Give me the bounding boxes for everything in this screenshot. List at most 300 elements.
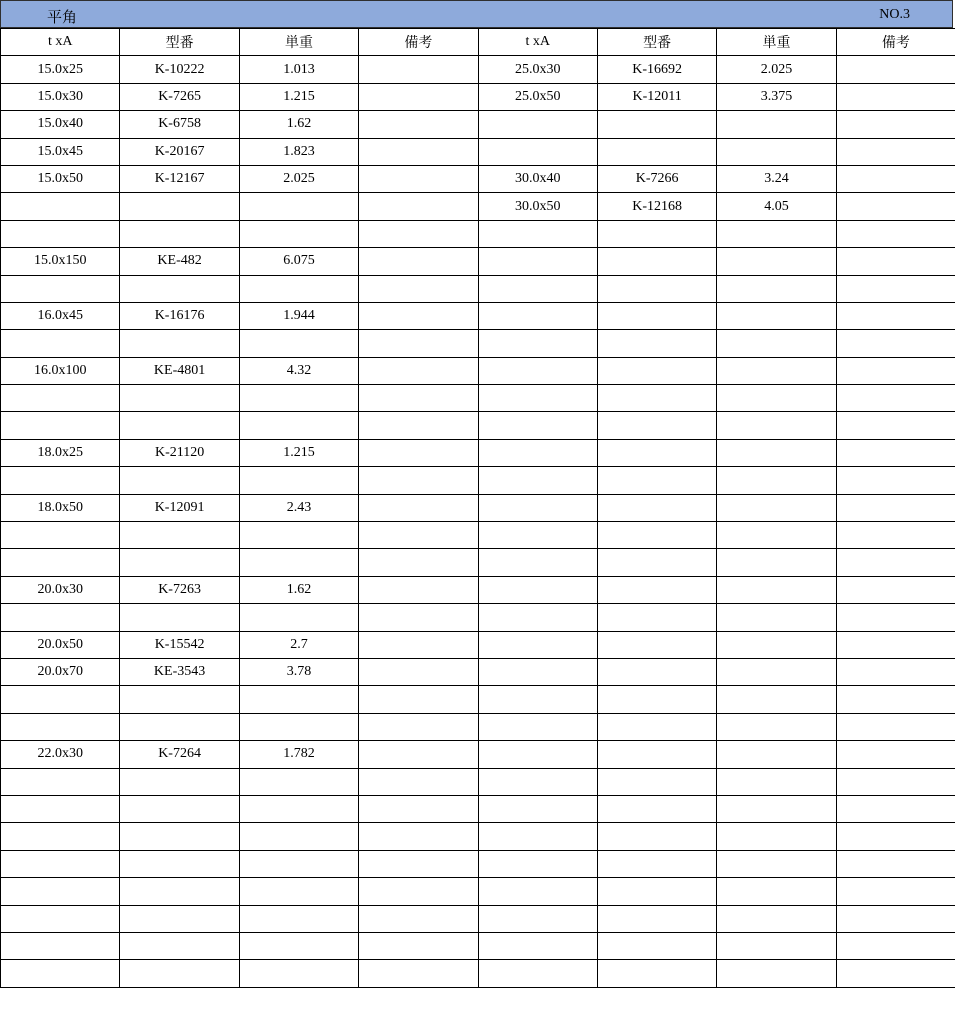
size-cell[interactable]: [478, 686, 597, 713]
model-cell[interactable]: [120, 275, 239, 302]
notes-cell[interactable]: [359, 878, 478, 905]
model-cell[interactable]: [597, 549, 716, 576]
size-cell[interactable]: [478, 302, 597, 329]
table-row: [1, 960, 955, 987]
notes-cell[interactable]: [359, 302, 478, 329]
weight-cell[interactable]: [239, 385, 358, 412]
table-body: [1, 56, 955, 987]
weight-cell[interactable]: [717, 467, 836, 494]
notes-cell[interactable]: [836, 905, 955, 932]
model-cell[interactable]: [597, 658, 716, 685]
weight-cell[interactable]: [717, 932, 836, 959]
weight-cell[interactable]: [717, 850, 836, 877]
weight-cell[interactable]: [717, 658, 836, 685]
notes-cell[interactable]: [836, 330, 955, 357]
notes-cell[interactable]: [359, 604, 478, 631]
weight-cell[interactable]: [717, 522, 836, 549]
size-cell[interactable]: [1, 412, 120, 439]
weight-cell[interactable]: 4.32: [239, 357, 358, 384]
model-cell[interactable]: [597, 385, 716, 412]
size-cell[interactable]: [478, 467, 597, 494]
notes-cell[interactable]: [836, 850, 955, 877]
notes-cell[interactable]: [836, 658, 955, 685]
size-cell[interactable]: [478, 549, 597, 576]
weight-cell[interactable]: [717, 330, 836, 357]
size-cell[interactable]: [1, 385, 120, 412]
weight-cell[interactable]: [239, 823, 358, 850]
weight-cell[interactable]: 3.24: [717, 165, 836, 192]
model-cell[interactable]: [597, 741, 716, 768]
size-cell[interactable]: [1, 713, 120, 740]
size-cell[interactable]: [478, 439, 597, 466]
size-cell[interactable]: 15.0x150: [1, 248, 120, 275]
notes-cell[interactable]: [836, 165, 955, 192]
model-cell[interactable]: [597, 768, 716, 795]
model-cell[interactable]: [597, 302, 716, 329]
column-header-model-left: 型番: [120, 29, 239, 56]
notes-cell[interactable]: [836, 823, 955, 850]
notes-cell[interactable]: [836, 795, 955, 822]
model-cell[interactable]: [120, 522, 239, 549]
model-cell[interactable]: [597, 631, 716, 658]
model-cell[interactable]: [597, 905, 716, 932]
notes-cell[interactable]: [836, 713, 955, 740]
notes-cell[interactable]: [836, 248, 955, 275]
header-row: [1, 29, 955, 56]
size-cell[interactable]: [1, 932, 120, 959]
model-cell[interactable]: [597, 878, 716, 905]
weight-cell[interactable]: [239, 713, 358, 740]
table-row: [1, 795, 955, 822]
model-cell[interactable]: [120, 604, 239, 631]
weight-cell[interactable]: [717, 357, 836, 384]
notes-cell[interactable]: [359, 658, 478, 685]
weight-cell[interactable]: [717, 412, 836, 439]
size-cell[interactable]: [1, 686, 120, 713]
size-cell[interactable]: [478, 850, 597, 877]
size-cell[interactable]: 30.0x50: [478, 193, 597, 220]
notes-cell[interactable]: [836, 83, 955, 110]
weight-cell[interactable]: [717, 385, 836, 412]
weight-cell[interactable]: 1.62: [239, 111, 358, 138]
table-row: [1, 850, 955, 877]
model-cell[interactable]: [120, 823, 239, 850]
weight-cell[interactable]: 2.025: [717, 56, 836, 83]
notes-cell[interactable]: [836, 111, 955, 138]
notes-cell[interactable]: [836, 741, 955, 768]
model-cell[interactable]: [597, 823, 716, 850]
table-row: [1, 768, 955, 795]
weight-cell[interactable]: [239, 522, 358, 549]
notes-cell[interactable]: [836, 686, 955, 713]
size-cell[interactable]: 15.0x40: [1, 111, 120, 138]
weight-cell[interactable]: 3.375: [717, 83, 836, 110]
weight-cell[interactable]: [239, 467, 358, 494]
model-cell[interactable]: [120, 795, 239, 822]
size-cell[interactable]: [478, 357, 597, 384]
weight-cell[interactable]: [717, 713, 836, 740]
size-cell[interactable]: [1, 330, 120, 357]
model-cell[interactable]: K-12011: [597, 83, 716, 110]
weight-cell[interactable]: [239, 878, 358, 905]
table-row: [1, 138, 955, 165]
notes-cell[interactable]: [836, 932, 955, 959]
size-cell[interactable]: [478, 385, 597, 412]
notes-cell[interactable]: [836, 631, 955, 658]
model-cell[interactable]: [120, 686, 239, 713]
model-cell[interactable]: [120, 932, 239, 959]
weight-cell[interactable]: [717, 960, 836, 987]
size-cell[interactable]: [1, 795, 120, 822]
size-cell[interactable]: 15.0x50: [1, 165, 120, 192]
size-cell[interactable]: [1, 220, 120, 247]
weight-cell[interactable]: 3.78: [239, 658, 358, 685]
notes-cell[interactable]: [836, 522, 955, 549]
notes-cell[interactable]: [359, 412, 478, 439]
model-cell[interactable]: K-15542: [120, 631, 239, 658]
notes-cell[interactable]: [359, 439, 478, 466]
model-cell[interactable]: [120, 220, 239, 247]
table-row: [1, 658, 955, 685]
weight-cell[interactable]: [717, 576, 836, 603]
model-cell[interactable]: [597, 494, 716, 521]
table-row: [1, 494, 955, 521]
notes-cell[interactable]: [359, 111, 478, 138]
model-cell[interactable]: [120, 385, 239, 412]
model-cell[interactable]: [597, 576, 716, 603]
model-cell[interactable]: KE-3543: [120, 658, 239, 685]
size-cell[interactable]: [478, 631, 597, 658]
notes-cell[interactable]: [836, 357, 955, 384]
table-row: [1, 111, 955, 138]
notes-cell[interactable]: [359, 905, 478, 932]
model-cell[interactable]: [597, 357, 716, 384]
table-row: [1, 165, 955, 192]
notes-cell[interactable]: [359, 795, 478, 822]
weight-cell[interactable]: [717, 275, 836, 302]
model-cell[interactable]: [120, 412, 239, 439]
weight-cell[interactable]: [717, 905, 836, 932]
model-cell[interactable]: [597, 111, 716, 138]
column-header-model-right: 型番: [597, 29, 716, 56]
model-cell[interactable]: KE-482: [120, 248, 239, 275]
model-cell[interactable]: [597, 248, 716, 275]
model-cell[interactable]: [597, 439, 716, 466]
notes-cell[interactable]: [359, 932, 478, 959]
size-cell[interactable]: 18.0x25: [1, 439, 120, 466]
model-cell[interactable]: [597, 275, 716, 302]
weight-cell[interactable]: [717, 604, 836, 631]
notes-cell[interactable]: [359, 138, 478, 165]
notes-cell[interactable]: [359, 193, 478, 220]
weight-cell[interactable]: 1.782: [239, 741, 358, 768]
size-cell[interactable]: 20.0x70: [1, 658, 120, 685]
weight-cell[interactable]: [717, 631, 836, 658]
notes-cell[interactable]: [359, 960, 478, 987]
model-cell[interactable]: [597, 330, 716, 357]
weight-cell[interactable]: [717, 823, 836, 850]
size-cell[interactable]: [478, 111, 597, 138]
size-cell[interactable]: [478, 658, 597, 685]
notes-cell[interactable]: [836, 960, 955, 987]
model-cell[interactable]: K-10222: [120, 56, 239, 83]
size-cell[interactable]: [478, 768, 597, 795]
weight-cell[interactable]: [239, 604, 358, 631]
model-cell[interactable]: [597, 713, 716, 740]
notes-cell[interactable]: [359, 467, 478, 494]
notes-cell[interactable]: [359, 165, 478, 192]
weight-cell[interactable]: 1.944: [239, 302, 358, 329]
notes-cell[interactable]: [836, 467, 955, 494]
notes-cell[interactable]: [359, 713, 478, 740]
model-cell[interactable]: [120, 467, 239, 494]
weight-cell[interactable]: [717, 302, 836, 329]
notes-cell[interactable]: [359, 631, 478, 658]
weight-cell[interactable]: [717, 741, 836, 768]
weight-cell[interactable]: 2.025: [239, 165, 358, 192]
notes-cell[interactable]: [359, 686, 478, 713]
weight-cell[interactable]: [717, 220, 836, 247]
weight-cell[interactable]: [239, 549, 358, 576]
size-cell[interactable]: [1, 878, 120, 905]
column-header-weight-left: 単重: [239, 29, 358, 56]
weight-cell[interactable]: 1.62: [239, 576, 358, 603]
page-number: NO.3: [879, 7, 910, 22]
notes-cell[interactable]: [836, 193, 955, 220]
size-cell[interactable]: [1, 193, 120, 220]
size-cell[interactable]: [478, 494, 597, 521]
notes-cell[interactable]: [836, 220, 955, 247]
size-cell[interactable]: [1, 905, 120, 932]
size-cell[interactable]: 30.0x40: [478, 165, 597, 192]
size-cell[interactable]: 15.0x45: [1, 138, 120, 165]
model-cell[interactable]: [597, 850, 716, 877]
notes-cell[interactable]: [836, 549, 955, 576]
notes-cell[interactable]: [359, 248, 478, 275]
notes-cell[interactable]: [359, 494, 478, 521]
weight-cell[interactable]: [239, 220, 358, 247]
size-cell[interactable]: [478, 275, 597, 302]
table-row: [1, 385, 955, 412]
table-row: [1, 741, 955, 768]
notes-cell[interactable]: [836, 302, 955, 329]
notes-cell[interactable]: [359, 220, 478, 247]
model-cell[interactable]: [597, 220, 716, 247]
notes-cell[interactable]: [359, 330, 478, 357]
table-row: [1, 823, 955, 850]
notes-cell[interactable]: [836, 439, 955, 466]
notes-cell[interactable]: [836, 56, 955, 83]
weight-cell[interactable]: [717, 795, 836, 822]
model-cell[interactable]: K-6758: [120, 111, 239, 138]
size-cell[interactable]: 25.0x30: [478, 56, 597, 83]
model-cell[interactable]: K-12167: [120, 165, 239, 192]
size-cell[interactable]: [478, 823, 597, 850]
model-cell[interactable]: K-7265: [120, 83, 239, 110]
size-cell[interactable]: [478, 138, 597, 165]
weight-cell[interactable]: [239, 850, 358, 877]
notes-cell[interactable]: [359, 549, 478, 576]
model-cell[interactable]: [597, 932, 716, 959]
model-cell[interactable]: [120, 330, 239, 357]
model-cell[interactable]: [120, 960, 239, 987]
notes-cell[interactable]: [359, 576, 478, 603]
size-cell[interactable]: [1, 850, 120, 877]
size-cell[interactable]: [478, 795, 597, 822]
size-cell[interactable]: 20.0x50: [1, 631, 120, 658]
notes-cell[interactable]: [836, 138, 955, 165]
model-cell[interactable]: K-7266: [597, 165, 716, 192]
model-cell[interactable]: K-16176: [120, 302, 239, 329]
model-cell[interactable]: [597, 467, 716, 494]
weight-cell[interactable]: [717, 686, 836, 713]
weight-cell[interactable]: [239, 330, 358, 357]
size-cell[interactable]: [1, 522, 120, 549]
title-bar: [0, 0, 953, 28]
model-cell[interactable]: [597, 522, 716, 549]
weight-cell[interactable]: [717, 138, 836, 165]
size-cell[interactable]: 20.0x30: [1, 576, 120, 603]
size-cell[interactable]: 22.0x30: [1, 741, 120, 768]
size-cell[interactable]: [478, 713, 597, 740]
weight-cell[interactable]: 1.215: [239, 439, 358, 466]
table-row: [1, 193, 955, 220]
column-header-weight-right: 単重: [717, 29, 836, 56]
size-cell[interactable]: [1, 604, 120, 631]
weight-cell[interactable]: 1.013: [239, 56, 358, 83]
model-cell[interactable]: K-7264: [120, 741, 239, 768]
size-cell[interactable]: [478, 576, 597, 603]
spec-table: [0, 28, 955, 988]
notes-cell[interactable]: [359, 275, 478, 302]
weight-cell[interactable]: 2.43: [239, 494, 358, 521]
table-row: [1, 576, 955, 603]
model-cell[interactable]: [120, 878, 239, 905]
weight-cell[interactable]: [717, 439, 836, 466]
weight-cell[interactable]: [717, 878, 836, 905]
weight-cell[interactable]: [239, 412, 358, 439]
size-cell[interactable]: [1, 275, 120, 302]
model-cell[interactable]: K-12168: [597, 193, 716, 220]
weight-cell[interactable]: [239, 686, 358, 713]
weight-cell[interactable]: [239, 905, 358, 932]
model-cell[interactable]: [597, 795, 716, 822]
model-cell[interactable]: [597, 960, 716, 987]
notes-cell[interactable]: [836, 576, 955, 603]
notes-cell[interactable]: [836, 385, 955, 412]
size-cell[interactable]: [478, 741, 597, 768]
model-cell[interactable]: K-21120: [120, 439, 239, 466]
weight-cell[interactable]: 1.215: [239, 83, 358, 110]
size-cell[interactable]: 25.0x50: [478, 83, 597, 110]
weight-cell[interactable]: [239, 275, 358, 302]
size-cell[interactable]: [478, 412, 597, 439]
size-cell[interactable]: [1, 549, 120, 576]
size-cell[interactable]: [478, 248, 597, 275]
size-cell[interactable]: [478, 905, 597, 932]
weight-cell[interactable]: 6.075: [239, 248, 358, 275]
size-cell[interactable]: [478, 604, 597, 631]
weight-cell[interactable]: [717, 248, 836, 275]
model-cell[interactable]: [120, 549, 239, 576]
model-cell[interactable]: KE-4801: [120, 357, 239, 384]
size-cell[interactable]: [1, 768, 120, 795]
model-cell[interactable]: [597, 604, 716, 631]
notes-cell[interactable]: [359, 768, 478, 795]
size-cell[interactable]: [478, 522, 597, 549]
model-cell[interactable]: [120, 768, 239, 795]
weight-cell[interactable]: [239, 932, 358, 959]
weight-cell[interactable]: [239, 960, 358, 987]
notes-cell[interactable]: [359, 56, 478, 83]
model-cell[interactable]: [597, 138, 716, 165]
size-cell[interactable]: [478, 330, 597, 357]
size-cell[interactable]: [1, 960, 120, 987]
notes-cell[interactable]: [836, 768, 955, 795]
weight-cell[interactable]: [717, 494, 836, 521]
weight-cell[interactable]: [239, 795, 358, 822]
size-cell[interactable]: 18.0x50: [1, 494, 120, 521]
model-cell[interactable]: [120, 905, 239, 932]
size-cell[interactable]: 15.0x30: [1, 83, 120, 110]
model-cell[interactable]: [597, 686, 716, 713]
size-cell[interactable]: [478, 878, 597, 905]
table-row: [1, 932, 955, 959]
weight-cell[interactable]: [239, 768, 358, 795]
size-cell[interactable]: 16.0x45: [1, 302, 120, 329]
model-cell[interactable]: [120, 193, 239, 220]
notes-cell[interactable]: [836, 494, 955, 521]
weight-cell[interactable]: 2.7: [239, 631, 358, 658]
notes-cell[interactable]: [359, 357, 478, 384]
table-row: [1, 330, 955, 357]
size-cell[interactable]: [478, 960, 597, 987]
size-cell[interactable]: [478, 932, 597, 959]
model-cell[interactable]: K-12091: [120, 494, 239, 521]
weight-cell[interactable]: 4.05: [717, 193, 836, 220]
size-cell[interactable]: [1, 823, 120, 850]
table-row: [1, 56, 955, 83]
weight-cell[interactable]: 1.823: [239, 138, 358, 165]
model-cell[interactable]: [597, 412, 716, 439]
model-cell[interactable]: K-7263: [120, 576, 239, 603]
size-cell[interactable]: 15.0x25: [1, 56, 120, 83]
size-cell[interactable]: 16.0x100: [1, 357, 120, 384]
notes-cell[interactable]: [359, 385, 478, 412]
notes-cell[interactable]: [359, 823, 478, 850]
model-cell[interactable]: [120, 850, 239, 877]
model-cell[interactable]: K-16692: [597, 56, 716, 83]
model-cell[interactable]: K-20167: [120, 138, 239, 165]
size-cell[interactable]: [478, 220, 597, 247]
notes-cell[interactable]: [836, 412, 955, 439]
notes-cell[interactable]: [359, 83, 478, 110]
weight-cell[interactable]: [239, 193, 358, 220]
notes-cell[interactable]: [359, 741, 478, 768]
notes-cell[interactable]: [836, 878, 955, 905]
notes-cell[interactable]: [836, 275, 955, 302]
notes-cell[interactable]: [359, 522, 478, 549]
model-cell[interactable]: [120, 713, 239, 740]
column-header-notes-right: 備考: [836, 29, 955, 56]
weight-cell[interactable]: [717, 111, 836, 138]
weight-cell[interactable]: [717, 768, 836, 795]
notes-cell[interactable]: [359, 850, 478, 877]
column-header-notes-left: 備考: [359, 29, 478, 56]
weight-cell[interactable]: [717, 549, 836, 576]
notes-cell[interactable]: [836, 604, 955, 631]
size-cell[interactable]: [1, 467, 120, 494]
